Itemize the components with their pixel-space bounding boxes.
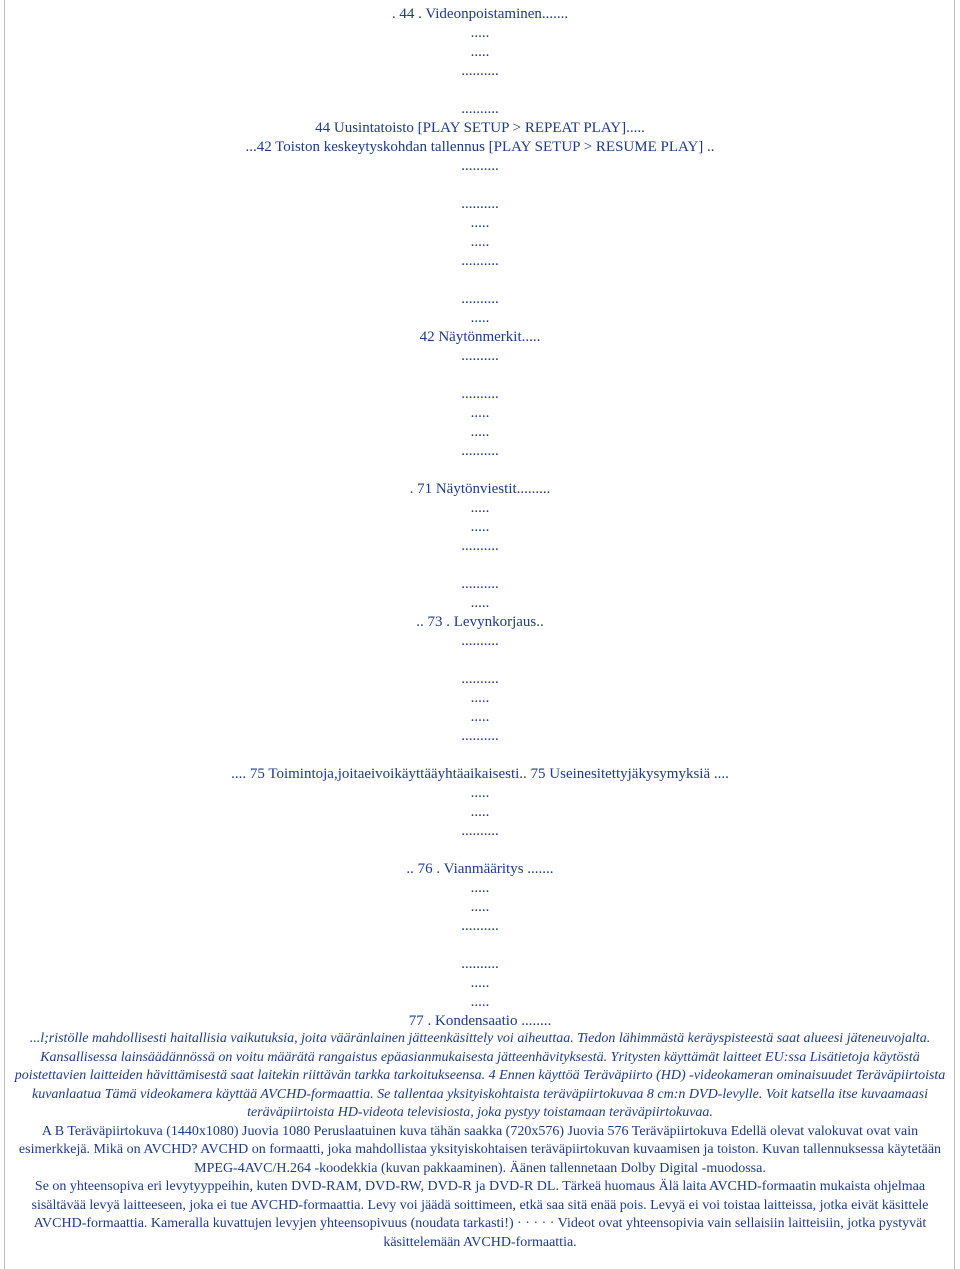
toc-line: ..........	[461, 158, 499, 174]
toc-line: .....	[470, 25, 490, 41]
toc-line: ..........	[461, 576, 499, 592]
toc-line: 77 . Kondensaatio ........	[408, 1013, 552, 1029]
toc-line: ...42 Toiston keskeytyskohdan tallennus [PLAY SETUP > RESUME PLAY] ..	[245, 139, 715, 155]
toc-line: .....	[470, 44, 490, 60]
toc-line: .....	[470, 595, 490, 611]
toc-line: ..........	[461, 386, 499, 402]
toc-line: .....	[470, 234, 490, 250]
paragraph-compatibility: Se on yhteensopiva eri levytyyppeihin, kuten DVD-RAM, DVD-RW, DVD-R ja DVD-R DL. Tärkeä huomaus Älä laita AVCHD-formaatin mukaista ohjelmaa sisältävää levyä laitteeseen, joka ei tue AVCHD-formaattia. Levy voi jäädä soittimeen, etkä saa sitä enää pois. Levyä ei voi toistaa laitteissa, jotka eivät käsittele AVCHD-formaattia. Kameralla kuvattujen levyjen yhteensopivuus (noudata tarkasti!) · · · · · Videot ovat yhteensopivia vain sellaisiin laitteisiin, jotka pystyvät käsittelemään AVCHD-formaattia.	[31, 1179, 929, 1250]
toc-line: ..........	[461, 823, 499, 839]
toc-line: ..........	[461, 918, 499, 934]
toc-line: ..........	[461, 196, 499, 212]
toc-line: ..........	[461, 538, 499, 554]
toc-line: . 44 . Videonpoistaminen.......	[391, 6, 569, 22]
toc-line: .....	[470, 500, 490, 516]
toc-line: ..........	[461, 443, 499, 459]
toc-line: .....	[470, 519, 490, 535]
toc-line: .....	[470, 804, 490, 820]
toc-line: .....	[470, 899, 490, 915]
toc-line: .....	[470, 994, 490, 1010]
toc-line: .....	[470, 690, 490, 706]
toc-line: .... 75 Toimintoja,joitaeivoikäyttääyhtäaikaisesti.. 75 Useinesitettyjäkysymyksiä ....	[231, 766, 729, 782]
toc-line: ..........	[461, 348, 499, 364]
toc-line: . 71 Näytönviestit.........	[409, 481, 551, 497]
toc-line: .....	[470, 880, 490, 896]
toc-line: .....	[470, 709, 490, 725]
body-text	[6, 1030, 954, 1252]
toc-line: .....	[470, 975, 490, 991]
toc-line: ..........	[461, 728, 499, 744]
toc-line: ..........	[461, 63, 499, 79]
toc-line: 42 Näytönmerkit.....	[419, 329, 541, 345]
toc-line: ..........	[461, 291, 499, 307]
toc-line: ..........	[461, 956, 499, 972]
toc-line: .. 73 . Levynkorjaus..	[416, 614, 544, 630]
paragraph-disposal: ...l;ristölle mahdollisesti haitallisia vaikutuksia, joita vääränlainen jätteenkäsittely voi aiheuttaa. Tiedon lähimmästä keräyspisteestä saat alueesi jäteneuvojalta. Kansallisessa lainsäädännössä on voitu määrätä rangaistus epäasianmukaisesta jätteenhävityksestä. Yritysten käyttämät laitteet EU:ssa Lisätietoja käytöstä poistettavien laitteiden hävittämisestä saat laitekin riittävän tarkka tarkoitukseensa. 4 Ennen käyttöä Teräväpiirto (HD) -videokameran ominaisuudet Teräväpiirtoista kuvanlaatua Tämä videokamera käyttää AVCHD-formaattia. Se tallentaa yksityiskohtaista teräväpiirtokuvaa 8 cm:n DVD-levylle. Voit katsella itse kuvaamaasi teräväpiirtoista HD-videota televisiosta, joka pystyy toistamaan teräväpiirtokuvaa.	[14, 1031, 946, 1120]
toc-line: ..........	[461, 253, 499, 269]
toc-line: 44 Uusintatoisto [PLAY SETUP > REPEAT PLAY].....	[315, 120, 645, 136]
paragraph-avchd: A B Teräväpiirtokuva (1440x1080) Juovia 1080 Peruslaatuinen kuva tähän saakka (720x576) Juovia 576 Teräväpiirtokuva Edellä olevat valokuvat ovat vain esimerkkejä. Mikä on AVCHD? AVCHD on formaatti, joka mahdollistaa yksityiskohtaisen teräväpiirtokuvan kuvaamisen ja toiston. Kuvan tallennuksessa käytetään MPEG-4AVC/H.264 -koodekkia (kuvan pakkaaminen). Äänen tallennetaan Dolby Digital -muodossa.	[18, 1123, 942, 1176]
toc-line: ..........	[461, 633, 499, 649]
toc-line: .....	[470, 310, 490, 326]
toc-line: .....	[470, 424, 490, 440]
toc-line: .....	[470, 215, 490, 231]
toc-line: .....	[470, 785, 490, 801]
toc-line: ..........	[461, 101, 499, 117]
toc-line: .. 76 . Vianmääritys .......	[406, 861, 554, 877]
toc-line: ..........	[461, 671, 499, 687]
toc-line: .....	[470, 405, 490, 421]
